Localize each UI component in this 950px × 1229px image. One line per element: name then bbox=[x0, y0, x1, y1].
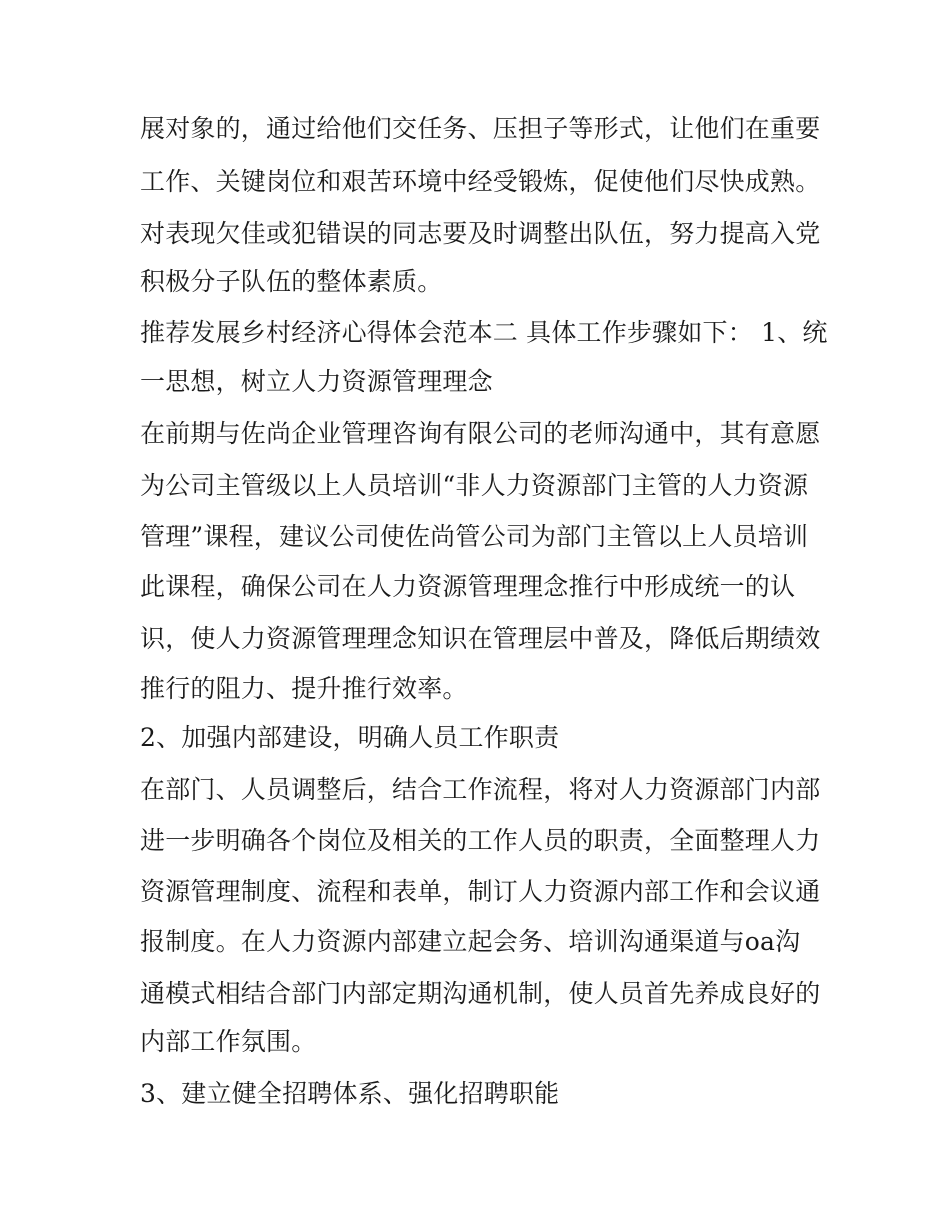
text-line-7: 在前期与佐尚企业管理咨询有限公司的老师沟通中，其有意愿 bbox=[140, 419, 821, 448]
text-line-16: 资源管理制度、流程和表单，制订人力资源内部工作和会议通 bbox=[140, 877, 821, 906]
text-line-20: 3、建立健全招聘体系、强化招聘职能 bbox=[140, 1079, 560, 1108]
text-line-12: 推行的阻力、提升推行效率。 bbox=[140, 674, 468, 703]
text-line-15: 进一步明确各个岗位及相关的工作人员的职责，全面整理人力 bbox=[140, 826, 821, 855]
text-line-9: 管理”课程，建议公司使佐尚管公司为部门主管以上人员培训 bbox=[140, 522, 809, 551]
text-line-17: 报制度。在人力资源内部建立起会务、培训沟通渠道与oa沟 bbox=[140, 927, 801, 956]
text-line-8: 为公司主管级以上人员培训“非人力资源部门主管的人力资源 bbox=[140, 471, 809, 500]
text-line-10: 此课程，确保公司在人力资源管理理念推行中形成统一的认 bbox=[140, 572, 796, 601]
text-line-1: 展对象的，通过给他们交任务、压担子等形式，让他们在重要 bbox=[140, 114, 821, 143]
text-line-2: 工作、关键岗位和艰苦环境中经受锻炼，促使他们尽快成熟。 bbox=[140, 167, 821, 196]
text-line-11: 识，使人力资源管理理念知识在管理层中普及，降低后期绩效 bbox=[140, 624, 821, 653]
text-line-5: 推荐发展乡村经济心得体会范本二 具体工作步骤如下： 1、统 bbox=[140, 318, 828, 347]
text-line-19: 内部工作氛围。 bbox=[140, 1027, 317, 1056]
text-line-18: 通模式相结合部门内部定期沟通机制，使人员首先养成良好的 bbox=[140, 979, 821, 1008]
text-line-6: 一思想，树立人力资源管理理念 bbox=[140, 367, 493, 396]
text-line-14: 在部门、人员调整后，结合工作流程，将对人力资源部门内部 bbox=[140, 775, 821, 804]
text-line-13: 2、加强内部建设，明确人员工作职责 bbox=[140, 723, 560, 752]
text-line-4: 积极分子队伍的整体素质。 bbox=[140, 267, 443, 296]
text-line-3: 对表现欠佳或犯错误的同志要及时调整出队伍，努力提高入党 bbox=[140, 219, 821, 248]
